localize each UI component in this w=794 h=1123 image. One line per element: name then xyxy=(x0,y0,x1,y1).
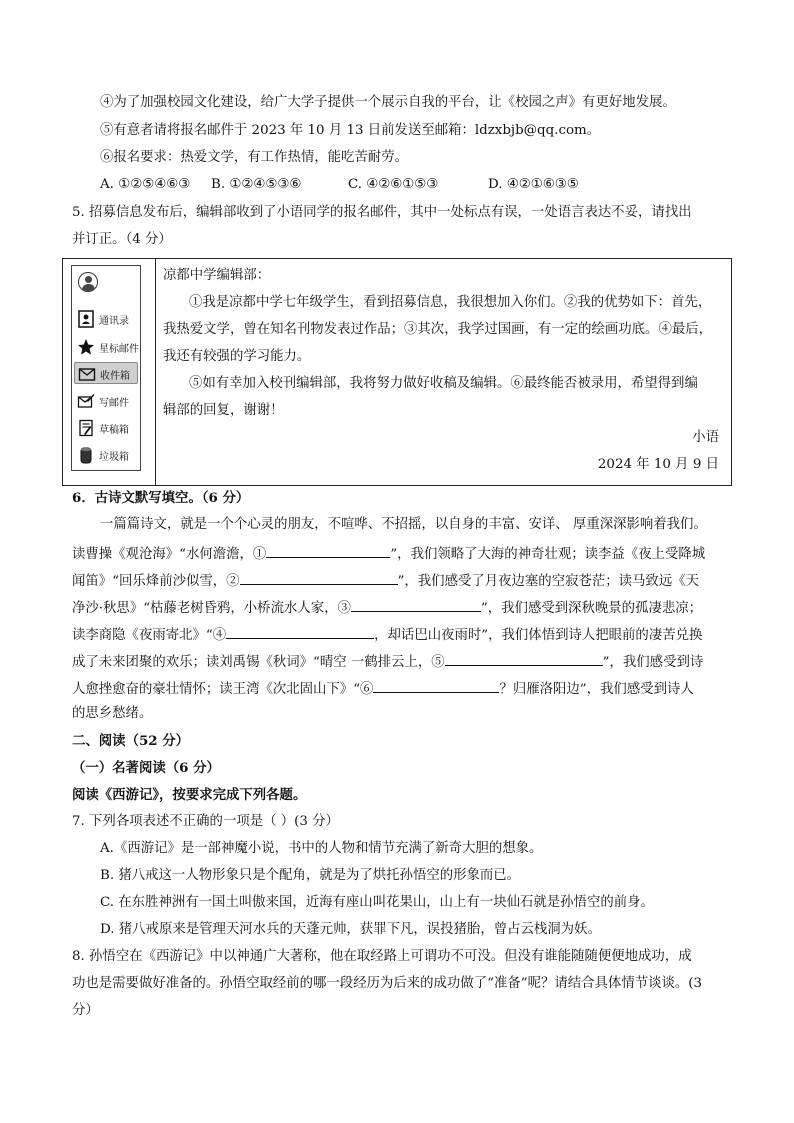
email-signature: 小语 xyxy=(692,430,719,445)
q7-option-a: A.《西游记》是一部神魔小说，书中的人物和情节充满了新奇大胆的想象。 xyxy=(100,841,543,856)
q6-line6 xyxy=(72,651,703,672)
q5-prompt-line2: 并订正。（4 分） xyxy=(72,232,172,247)
avatar xyxy=(78,272,98,292)
blank-3[interactable] xyxy=(351,597,481,612)
q6-line5 xyxy=(72,624,702,645)
q7-prompt: 7. 下列各项表述不正确的一项是（ ）(3 分） xyxy=(72,814,339,829)
sidebar-label-starred: 星标邮件 xyxy=(99,344,139,355)
q6-line7-after: ？归雁洛阳边”，我们感受到诗人 xyxy=(499,682,694,697)
reading-instruction: 阅读《西游记》，按要求完成下列各题。 xyxy=(72,787,307,803)
q6-line6-before: 成了未来团聚的欢乐；读刘禹锡《秋词》“晴空 一鹤排云上，⑤ xyxy=(72,655,445,670)
q8-prompt-line2: 功也是需要做好准备的。孙悟空取经前的哪一段经历为后来的成功做了“准备”呢？请结合具体情节谈谈。(3 xyxy=(72,976,703,991)
q6-line6-after: ”，我们感受到诗 xyxy=(602,655,704,670)
sidebar-item-trash[interactable] xyxy=(74,444,138,466)
q8-prompt-line1: 8. 孙悟空在《西游记》中以神通广大著称，他在取经路上可谓功不可没。但没有谁能随随便便地成功，成 xyxy=(72,949,692,964)
sidebar-label-inbox: 收件箱 xyxy=(100,371,130,382)
q5-prompt-line1: 5. 招募信息发布后，编辑部收到了小语同学的报名邮件，其中一处标点有误，一处语言表达不妥，请找出 xyxy=(72,205,692,220)
q6-line4-before: 净沙·秋思》“枯藤老树昏鸦，小桥流水人家，③ xyxy=(72,601,351,616)
contacts-icon xyxy=(77,310,95,328)
q6-line2-before: 读曹操《观沧海》“水何澹澹，① xyxy=(72,547,267,562)
email-p2-line2: 辑部的回复，谢谢！ xyxy=(163,403,284,418)
q6-line2-after: ”，我们领略了大海的神奇壮观；读李益《夜上受降城 xyxy=(390,547,706,562)
trash-icon xyxy=(77,446,95,464)
sidebar-label-trash: 垃圾箱 xyxy=(99,452,129,463)
q6-line8: 的思乡愁绪。 xyxy=(72,706,153,721)
q7-option-c: C. 在东胜神洲有一国土叫傲来国，近海有座山叫花果山，山上有一块仙石就是孙悟空的前身。 xyxy=(100,895,654,910)
blank-6[interactable] xyxy=(373,678,499,693)
q6-line7-before: 人愈挫愈奋的豪壮情怀；读王湾《次北固山下》“⑥ xyxy=(72,682,374,697)
email-p1-line2: 我热爱文学，曾在知名刊物发表过作品；③其次，我学过国画，有一定的绘画功底。④最后， xyxy=(163,322,713,337)
q4-option-a: A. ①②⑤④⑥③ xyxy=(100,177,191,192)
email-date: 2024 年 10 月 9 日 xyxy=(597,457,719,472)
email-sidebar xyxy=(71,265,141,471)
sidebar-item-starred[interactable] xyxy=(74,336,138,358)
q6-line3-before: 闻笛》“回乐烽前沙似雪，② xyxy=(72,574,240,589)
email-p2-line1: ⑤如有幸加入校刊编辑部，我将努力做好收稿及编辑。⑥最终能否被录用，希望得到编 xyxy=(189,376,698,391)
sidebar-item-drafts[interactable] xyxy=(74,417,138,439)
q6-line3 xyxy=(72,570,699,591)
email-p1-line3: 我还有较强的学习能力。 xyxy=(163,349,311,364)
sidebar-label-compose: 写邮件 xyxy=(99,398,129,409)
q4-option-d: D. ④②①⑥③⑤ xyxy=(488,177,579,192)
q7-option-d: D. 猪八戒原来是管理天河水兵的天蓬元帅，获罪下凡，误投猪胎，曾占云栈洞为妖。 xyxy=(100,922,601,937)
sidebar-label-drafts: 草稿箱 xyxy=(99,425,129,436)
q6-line3-after: ”，我们感受了月夜边塞的空寂苍茫；读马致远《天 xyxy=(397,574,699,589)
q6-line5-after: ，却话巴山夜雨时”，我们体悟到诗人把眼前的凄苦兑换 xyxy=(374,628,703,643)
q4-item-5: ⑤有意者请将报名邮件于 2023 年 10 月 13 日前发送至邮箱：ldzxbjb@qq.com。 xyxy=(100,123,601,138)
q6-line5-before: 读李商隐《夜雨寄北》“④ xyxy=(72,628,227,643)
sidebar-item-inbox[interactable] xyxy=(74,362,138,384)
q6-line2 xyxy=(72,543,705,564)
section-reading-title: 二、阅读（52 分） xyxy=(72,733,190,749)
q4-option-c: C. ④②⑥①⑤③ xyxy=(348,177,439,192)
q6-title: 6．古诗文默写填空。（6 分） xyxy=(72,490,250,506)
q6-line4-after: ”，我们感受到深秋晚景的孤凄悲凉； xyxy=(480,601,703,616)
blank-4[interactable] xyxy=(226,624,374,639)
star-icon xyxy=(77,338,95,356)
email-divider xyxy=(155,259,156,485)
sidebar-item-contacts[interactable] xyxy=(74,308,138,330)
q4-item-6: ⑥报名要求：热爱文学，有工作热情，能吃苦耐劳。 xyxy=(100,150,408,165)
email-salutation: 凉都中学编辑部： xyxy=(163,268,271,283)
sidebar-label-contacts: 通讯录 xyxy=(99,316,129,327)
blank-5[interactable] xyxy=(445,651,603,666)
q6-line1: 一篇篇诗文，就是一个个心灵的朋友，不喧哗、不招摇，以自身的丰富、安详、 厚重深深影响着我们。 xyxy=(100,517,707,532)
inbox-icon xyxy=(78,365,96,383)
q6-line4 xyxy=(72,597,702,618)
q4-item-4: ④为了加强校园文化建设，给广大学子提供一个展示自我的平台，让《校园之声》有更好地发展。 xyxy=(100,95,676,110)
compose-icon xyxy=(77,392,95,410)
q8-prompt-line3: 分） xyxy=(72,1003,99,1018)
q6-line7 xyxy=(72,678,694,699)
drafts-icon xyxy=(77,419,95,437)
email-p1-line1: ①我是凉都中学七年级学生，看到招募信息，我很想加入你们。②我的优势如下：首先， xyxy=(189,295,712,310)
email-mockup xyxy=(62,258,732,486)
q4-option-b: B. ①②④⑤③⑥ xyxy=(211,177,302,192)
sidebar-item-compose[interactable] xyxy=(74,390,138,412)
subsection-classics-title: （一）名著阅读（6 分） xyxy=(72,760,220,776)
blank-2[interactable] xyxy=(240,570,398,585)
blank-1[interactable] xyxy=(266,543,390,558)
q7-option-b: B. 猪八戒这一人物形象只是个配角，就是为了烘托孙悟空的形象而已。 xyxy=(100,868,521,883)
